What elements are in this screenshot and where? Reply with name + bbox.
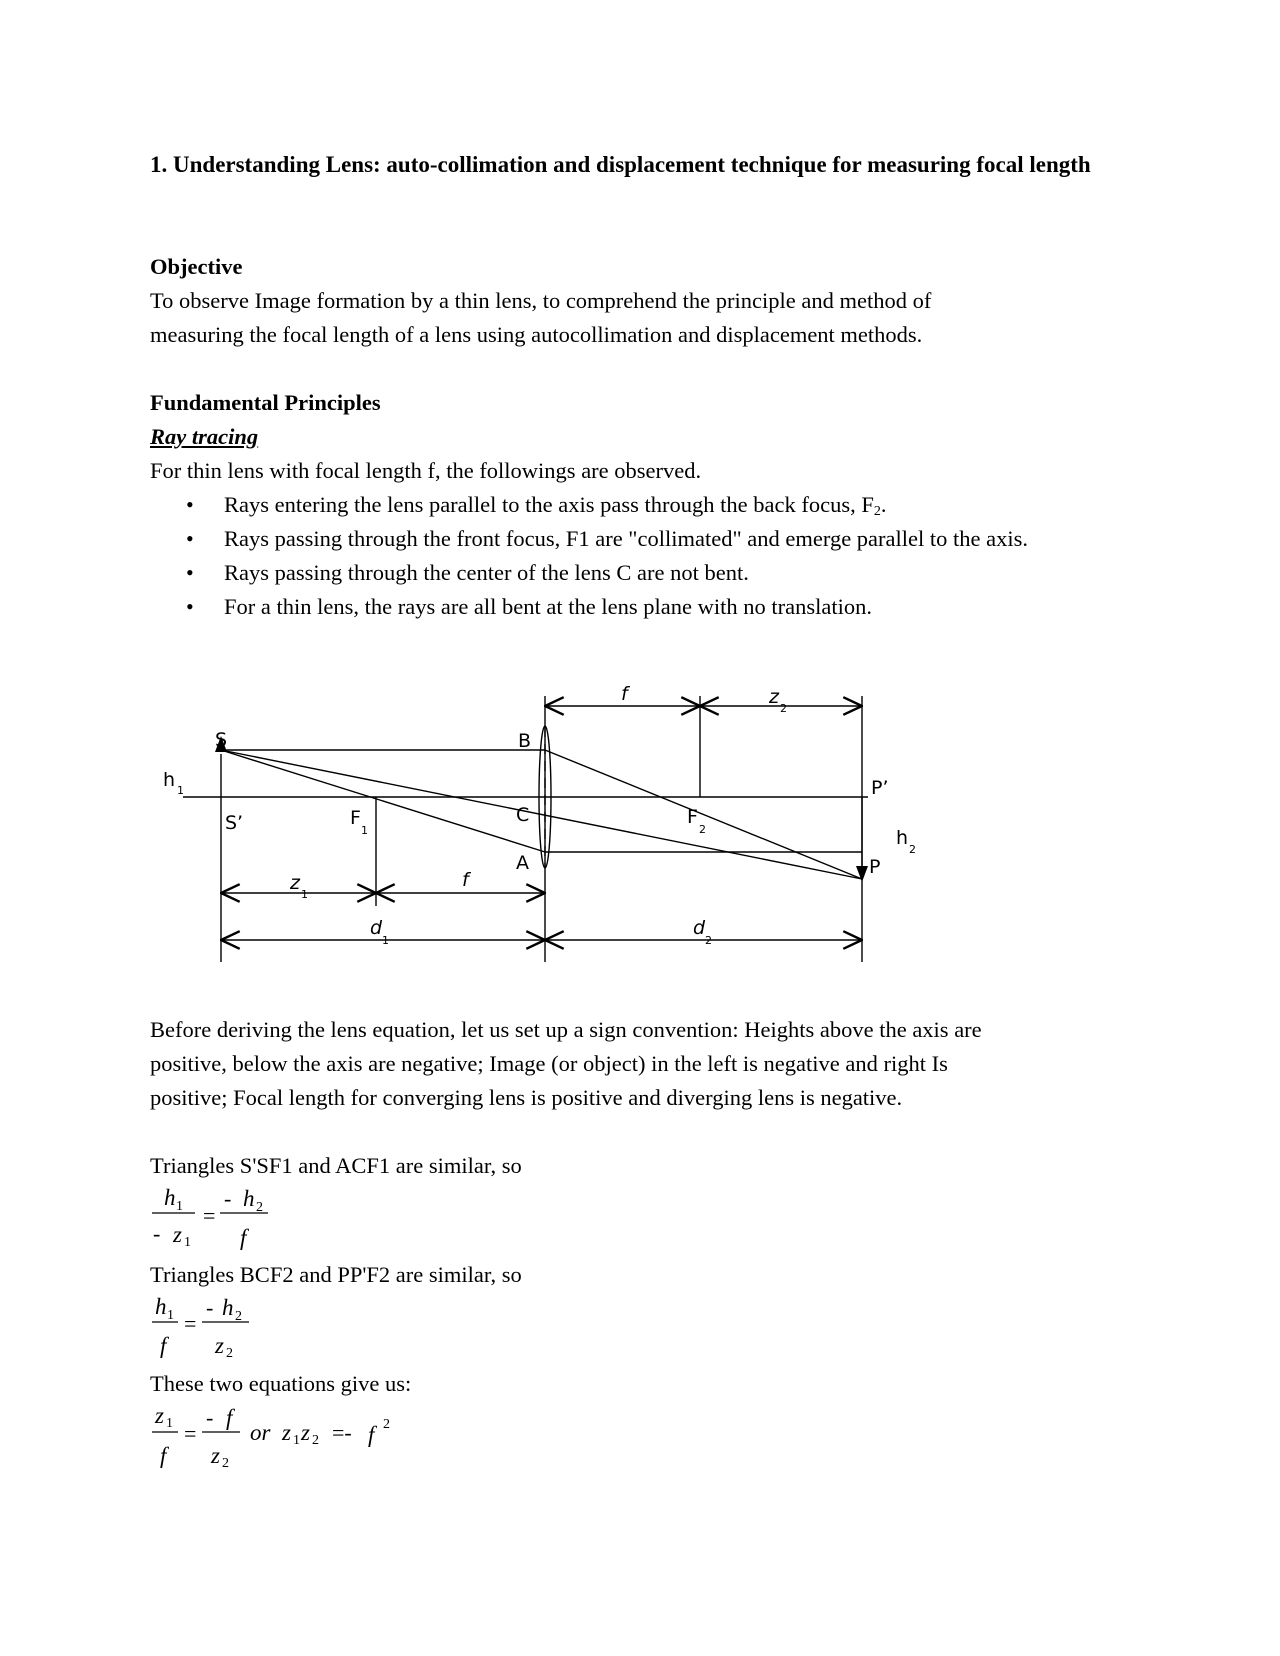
eq2-h2-sub: 2 — [235, 1309, 242, 1324]
label-d1-sub: 1 — [382, 934, 389, 947]
bullet-item: Rays passing through the front focus, F1 are "collimated" and emerge parallel to the axis. — [224, 526, 1028, 551]
label-d1: d — [370, 917, 383, 939]
bullet-icon: • — [186, 560, 194, 585]
label-F1: F — [350, 807, 361, 829]
page-title: 1. Understanding Lens: auto-collimation and displacement technique for measuring focal length — [150, 152, 1091, 177]
label-C: C — [516, 804, 530, 826]
eq3-f: f — [160, 1443, 167, 1468]
label-B: B — [518, 730, 532, 752]
label-h-sub: 1 — [177, 784, 184, 797]
label-f-top: f — [621, 683, 628, 705]
bullet-tail: . — [880, 492, 887, 517]
label-P-prime: P’ — [871, 777, 889, 799]
eq3-minus: - — [206, 1405, 214, 1430]
bullet-text: Rays entering the lens parallel to the axis pass through the back focus, F — [224, 492, 874, 517]
these-two-text: These two equations give us: — [150, 1371, 412, 1396]
eq2-h2: h — [222, 1295, 234, 1320]
bullet-item: For a thin lens, the rays are all bent at the lens plane with no translation. — [224, 594, 872, 619]
bullet-item: Rays passing through the center of the lens C are not bent. — [224, 560, 749, 585]
eq3-equals: = — [184, 1421, 197, 1446]
sign-convention-line-2: positive, below the axis are negative; Image (or object) in the left is negative and right Is — [150, 1051, 948, 1076]
label-z1-sub: 1 — [301, 888, 308, 901]
eq3-z2b-sub: 2 — [312, 1433, 319, 1448]
eq3-z1b: z — [282, 1420, 291, 1445]
label-S: S — [215, 729, 228, 751]
eq1-h2-sub: 2 — [256, 1200, 263, 1215]
principles-intro: For thin lens with focal length f, the followings are observed. — [150, 458, 702, 483]
label-f-bottom: f — [462, 869, 469, 891]
eq3-f-final: f — [368, 1422, 375, 1447]
eq2-equals: = — [184, 1311, 197, 1336]
label-F2-sub: 2 — [699, 823, 706, 836]
sign-convention-line-1: Before deriving the lens equation, let us set up a sign convention: Heights above the axis are — [150, 1017, 982, 1042]
objective-line-1: To observe Image formation by a thin lens, to comprehend the principle and method of — [150, 288, 932, 313]
eq3-equals-minus: =- — [332, 1420, 352, 1445]
label-S-prime: S’ — [225, 812, 244, 834]
eq3-z1-sub: 1 — [166, 1416, 173, 1431]
eq3-f-num: f — [226, 1405, 233, 1430]
eq2-f: f — [160, 1333, 167, 1358]
eq1-minus: - — [153, 1221, 161, 1246]
eq1-h1-sub: 1 — [176, 1199, 183, 1214]
label-h: h — [163, 769, 176, 791]
eq3-z1: z — [155, 1403, 164, 1428]
sign-convention-line-3: positive; Focal length for converging lens is positive and diverging lens is negative. — [150, 1085, 903, 1110]
label-h2-sub: 2 — [909, 843, 916, 856]
bullet-icon: • — [186, 526, 194, 551]
label-F1-sub: 1 — [361, 824, 368, 837]
objective-heading: Objective — [150, 254, 243, 279]
eq1-h1: h — [164, 1185, 176, 1210]
label-F2: F — [687, 806, 698, 828]
bullet-icon: • — [186, 492, 194, 517]
equation-2 — [152, 1294, 249, 1361]
eq3-z2b: z — [301, 1420, 310, 1445]
eq3-sup2: 2 — [383, 1417, 390, 1432]
eq1-z1: z — [173, 1222, 182, 1247]
objective-line-2: measuring the focal length of a lens using autocollimation and displacement methods. — [150, 322, 923, 347]
bullet-subscript: 2 — [873, 504, 881, 519]
equation-1 — [152, 1185, 268, 1250]
label-A: A — [516, 852, 529, 874]
principles-heading: Fundamental Principles — [150, 390, 381, 415]
ray-tracing-subheading: Ray tracing — [150, 424, 259, 449]
eq1-f: f — [240, 1225, 247, 1250]
eq2-h1-sub: 1 — [167, 1308, 174, 1323]
eq1-z1-sub: 1 — [184, 1235, 191, 1250]
eq2-z2-sub: 2 — [226, 1346, 233, 1361]
equation-3 — [152, 1403, 390, 1471]
bullet-icon: • — [186, 594, 194, 619]
eq3-z2: z — [211, 1443, 220, 1468]
label-P: P — [869, 856, 881, 878]
eq2-z2: z — [215, 1333, 224, 1358]
label-z2: z — [769, 686, 779, 708]
label-d2-sub: 2 — [705, 934, 712, 947]
eq3-z2-sub: 2 — [222, 1456, 229, 1471]
eq1-h2: h — [243, 1186, 255, 1211]
eq2-h1: h — [155, 1294, 167, 1319]
eq1-minus-2: - — [224, 1186, 232, 1211]
triangles-text-2: Triangles BCF2 and PP'F2 are similar, so — [150, 1262, 522, 1287]
label-d2: d — [693, 917, 706, 939]
triangles-text-1: Triangles S'SF1 and ACF1 are similar, so — [150, 1153, 522, 1178]
label-h2: h — [896, 827, 909, 849]
eq2-minus: - — [206, 1295, 214, 1320]
label-z1: z — [290, 872, 300, 894]
eq3-or: or — [250, 1420, 271, 1445]
label-z2-sub: 2 — [780, 702, 787, 715]
eq3-z1b-sub: 1 — [293, 1433, 300, 1448]
eq1-equals: = — [203, 1203, 216, 1228]
